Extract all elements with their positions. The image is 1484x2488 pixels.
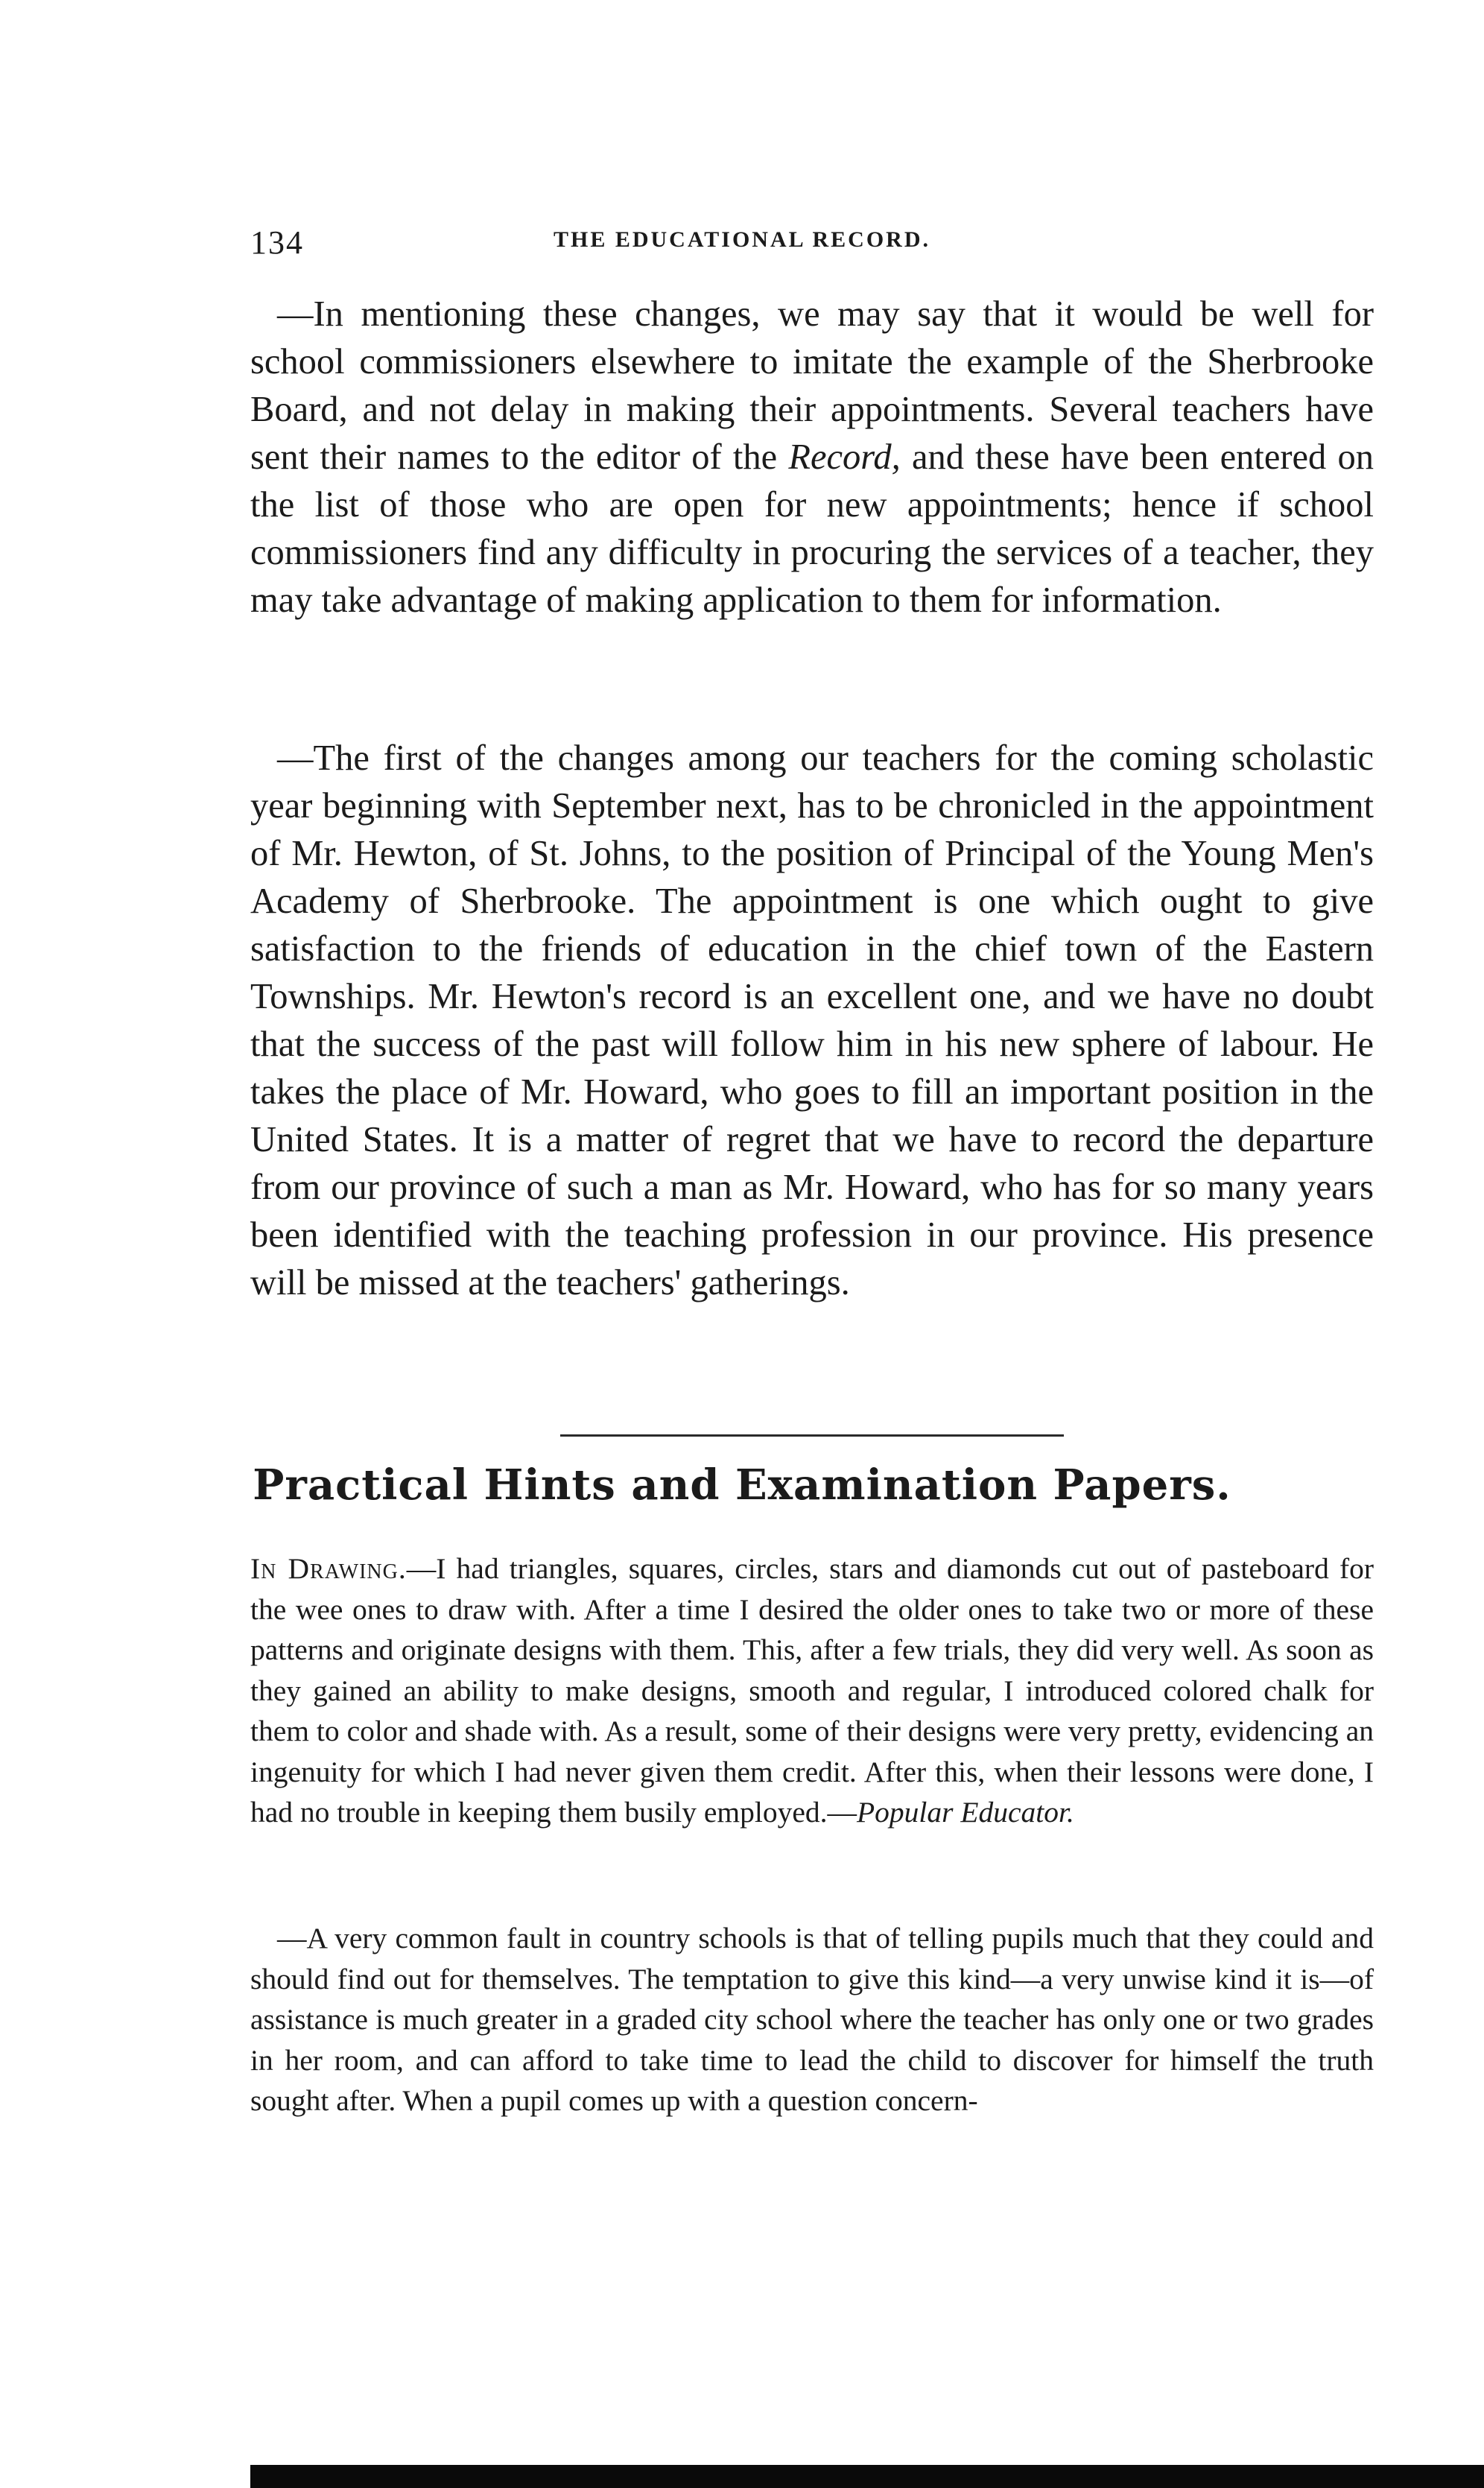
paragraph-drawing-hint: [250, 1548, 1374, 1833]
paragraph-hewton-appointment: —The first of the changes among our teachers for the coming scholastic year beginning with September next, has to be chronicled in the appointment of Mr. Hewton, of St. Johns, to the position of Principal of the Young Men's Academy of Sherbrooke. The appointment is one which ought to give satisfaction to the friends of education in the chief town of the Eastern Townships. Mr. Hewton's record is an excellent one, and we have no doubt that the success of the past will follow him in his new sphere of labour. He takes the place of Mr. Howard, who goes to fill an important position in the United States. It is a matter of regret that we have to record the departure from our province of such a man as Mr. Howard, who has for so many years been identified with the teaching profession in our province. His presence will be missed at the teachers' gatherings.: [250, 738, 1374, 1302]
paragraph-text: —I had triangles, squares, circles, stars and diamonds cut out of pasteboard for the wee ones to draw with. After a time I desired the older ones to take two or more of these patterns and originate designs with them. This, after a few trials, they did very well. As soon as they gained an ability to make designs, smooth and regular, I introduced colored chalk for them to color and shade with. As a result, some of their designs were very pretty, evidencing an ingenuity for which I had never given them credit. After this, when their lessons were done, I had no trouble in keeping them busily employed.—: [250, 1552, 1374, 1829]
record-italic: Record,: [788, 437, 901, 477]
paragraph-text: and these have been entered on the list of those who are open for new appointments; hence if school commissioners find any difficulty in procuring the services of a teacher, they may take advantage of making application to them for information.: [250, 437, 1374, 620]
paragraph-telling-pupils: —A very common fault in country schools is that of telling pupils much that they could and should find out for themselves. The temptation to give this kind—a very unwise kind it is—of assistance is much greater in a graded city school where the teacher has only one or two grades in her room, and can afford to take time to lead the child to discover for himself the truth sought after. When a pupil comes up with a question concern-: [250, 1922, 1374, 2117]
paragraph-text: —In mentioning these changes, we may say that it would be well for school commissioners elsewhere to imitate the example of the Sherbrooke Board, and not delay in making their appointments. Several teachers have sent their names to the editor of the: [250, 294, 1374, 477]
scan-edge-bar: [250, 2465, 1484, 2488]
source-citation: Popular Educator.: [857, 1796, 1074, 1829]
page-number: 134: [250, 224, 304, 261]
section-heading: Practical Hints and Examination Papers.: [253, 1460, 1231, 1510]
running-title: THE EDUCATIONAL RECORD.: [553, 227, 930, 252]
section-divider: [560, 1434, 1064, 1437]
lead-in: In Drawing.: [250, 1552, 407, 1585]
paragraph-appointments-notice: [250, 291, 1374, 624]
